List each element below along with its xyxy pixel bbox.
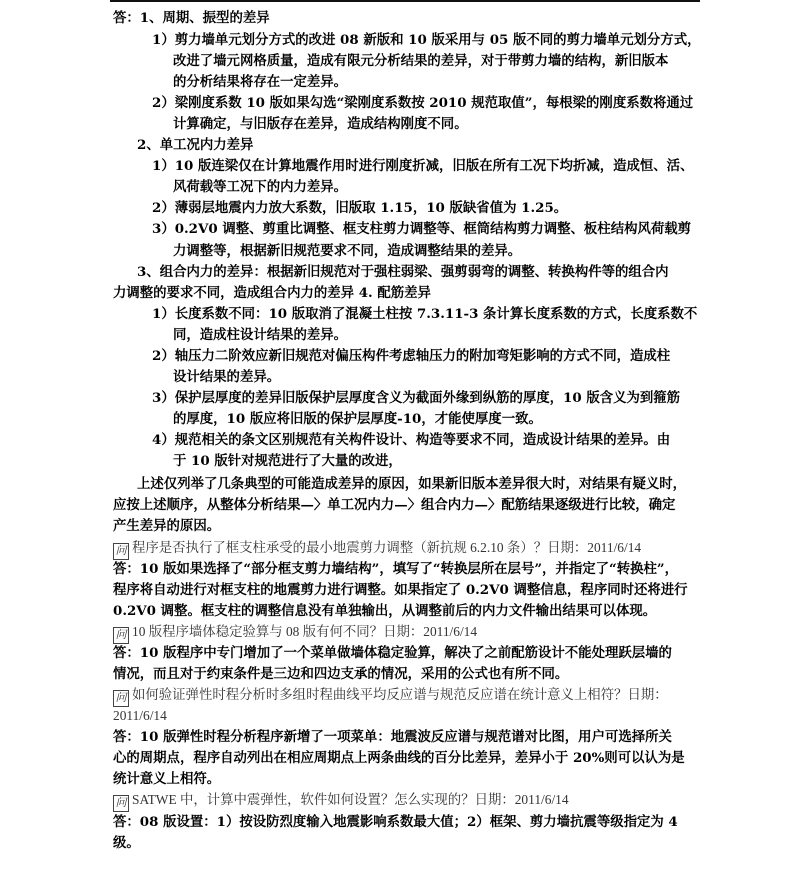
text-line [152,92,693,114]
text-line [137,261,669,283]
text-line [137,134,253,156]
text-line [152,218,691,240]
line-text: 程序将自动进行对框支柱的地震剪力进行调整。如果指定了 0.2V0 调整信息，程序同时还将进行 [113,582,688,598]
question-line [113,537,641,560]
text-line [137,473,686,495]
text-line [152,155,693,177]
text-line [113,832,140,854]
line-text: 4）规范相关的条文区别规范有关构件设计、构造等要求不同，造成设计结果的差异。由 [152,432,671,448]
text-line [113,7,270,29]
line-text: 2）梁刚度系数 10 版如果勾选“梁刚度系数按 2010 规范取值”，每根梁的刚度系数将通过 [152,95,694,111]
line-text: 改进了墙元网格质量，造成有限元分析结果的差异，对于带剪力墙的结构，新旧版本 [173,53,669,69]
line-text: 设计结果的差异。 [173,369,281,385]
line-text: 力调整等，根据新旧规范要求不同，造成调整结果的差异。 [173,243,522,259]
question-mark-icon: 问 [113,627,129,644]
line-text: 3）0.2V0 调整、剪重比调整、框支柱剪力调整等、框筒结构剪力调整、板柱结构风荷载剪 [152,221,692,237]
question-line [113,684,668,707]
text-line [113,600,656,622]
text-line [113,768,220,790]
line-text: 程序是否执行了框支柱承受的最小地震剪力调整（新抗规 6.2.10 条）？日期：2011/6/14 [132,540,642,555]
text-line [173,450,402,472]
text-line [173,324,347,346]
text-line [173,176,347,198]
line-text: 10 版程序墙体稳定验算与 08 版有何不同？日期：2011/6/14 [132,624,478,639]
text-line [113,579,688,601]
text-line [152,429,670,451]
line-text: 答：08 版设置：1）按设防烈度输入地震影响系数最大值；2）框架、剪力墙抗震等级指定为 4 [113,814,678,830]
text-line [113,558,678,580]
line-text: 答：1、周期、振型的差异 [113,10,270,26]
text-line [113,811,678,833]
line-text: 如何验证弹性时程分析时多组时程曲线平均反应谱与规范反应谱在统计意义上相符？日期： [132,687,668,702]
line-text: 风荷载等工况下的内力差异。 [173,179,348,195]
header-rule [110,0,700,2]
line-text: 2011/6/14 [113,708,167,723]
text-line [173,113,468,135]
line-text: 力调整的要求不同，造成组合内力的差异 4. 配筋差异 [113,285,431,301]
line-text: 上述仅列举了几条典型的可能造成差异的原因，如果新旧版本差异很大时，对结果有疑义时， [137,476,687,492]
text-line [173,366,280,388]
text-line [113,494,675,516]
text-line [152,197,567,219]
text-line [152,387,680,409]
line-text: 计算确定，与旧版存在差异，造成结构刚度不同。 [173,116,468,132]
line-text: 应按上述顺序，从整体分析结果—〉单工况内力—〉组合内力—〉配筋结果逐级进行比较，确定 [113,497,676,513]
text-line [113,515,220,537]
line-text: 答：10 版弹性时程分析程序新增了一项菜单：地震波反应谱与规范谱对比图，用户可选择所关 [113,729,672,745]
line-text: 3）保护层厚度的差异旧版保护层厚度含义为截面外缘到纵筋的厚度，10 版含义为到箍筋 [152,390,681,406]
line-text: 答：10 版程序中专门增加了一个菜单做墙体稳定验算，解决了之前配筋设计不能处理跃层墙的 [113,645,672,661]
text-line [113,747,685,769]
question-line [113,621,477,644]
text-line [113,642,672,664]
text-line [113,663,568,685]
line-text: 级。 [113,835,140,851]
line-text: 情况，而且对于约束条件是三边和四边支承的情况，采用的公式也有所不同。 [113,666,569,682]
line-text: 的厚度，10 版应将旧版的保护层厚度-10，才能使厚度一致。 [173,411,542,427]
text-line [152,29,700,51]
text-line [152,345,670,367]
question-mark-icon: 问 [113,543,129,560]
text-line [173,71,347,93]
line-text: 1）剪力墙单元划分方式的改进 08 新版和 10 版采用与 05 版不同的剪力墙单元划分方式， [152,32,701,48]
line-text: 0.2V0 调整。框支柱的调整信息没有单独输出，从调整前后的内力文件输出结果可以体现。 [113,603,657,619]
line-text: 答：10 版如果选择了“部分框支剪力墙结构”，填写了“转换层所在层号”，并指定了“转换柱”， [113,561,678,577]
text-line [173,240,521,262]
line-text: SATWE 中，计算中震弹性，软件如何设置？怎么实现的？日期：2011/6/14 [132,792,569,807]
text-line [173,408,542,430]
text-line [113,726,672,748]
line-text: 的分析结果将存在一定差异。 [173,74,348,90]
question-mark-icon: 问 [113,690,129,707]
line-text: 心的周期点，程序自动列出在相应周期点上两条曲线的百分比差异，差异小于 20%则可以认为是 [113,750,685,766]
line-text: 2、单工况内力差异 [137,137,254,153]
line-text: 3、组合内力的差异：根据新旧规范对于强柱弱梁、强剪弱弯的调整、转换构件等的组合内 [137,264,669,280]
line-text: 统计意义上相符。 [113,771,221,787]
line-text: 2）轴压力二阶效应新旧规范对偏压构件考虑轴压力的附加弯矩影响的方式不同，造成柱 [152,348,671,364]
question-mark-icon: 问 [113,795,129,812]
text-line [152,303,697,325]
text-line [113,282,431,304]
line-text: 产生差异的原因。 [113,518,221,534]
line-text: 于 10 版针对规范进行了大量的改进， [173,453,402,469]
text-line [173,50,668,72]
line-text: 1）10 版连梁仅在计算地震作用时进行刚度折减，旧版在所有工况下均折减，造成恒、活、 [152,158,694,174]
line-text: 1）长度系数不同：10 版取消了混凝土柱按 7.3.11-3 条计算长度系数的方式，长度系数不 [152,306,698,322]
question-line [113,789,569,812]
text-line [113,705,167,727]
line-text: 2）薄弱层地震内力放大系数，旧版取 1.15，10 版缺省值为 1.25。 [152,200,568,216]
line-text: 同，造成柱设计结果的差异。 [173,327,348,343]
